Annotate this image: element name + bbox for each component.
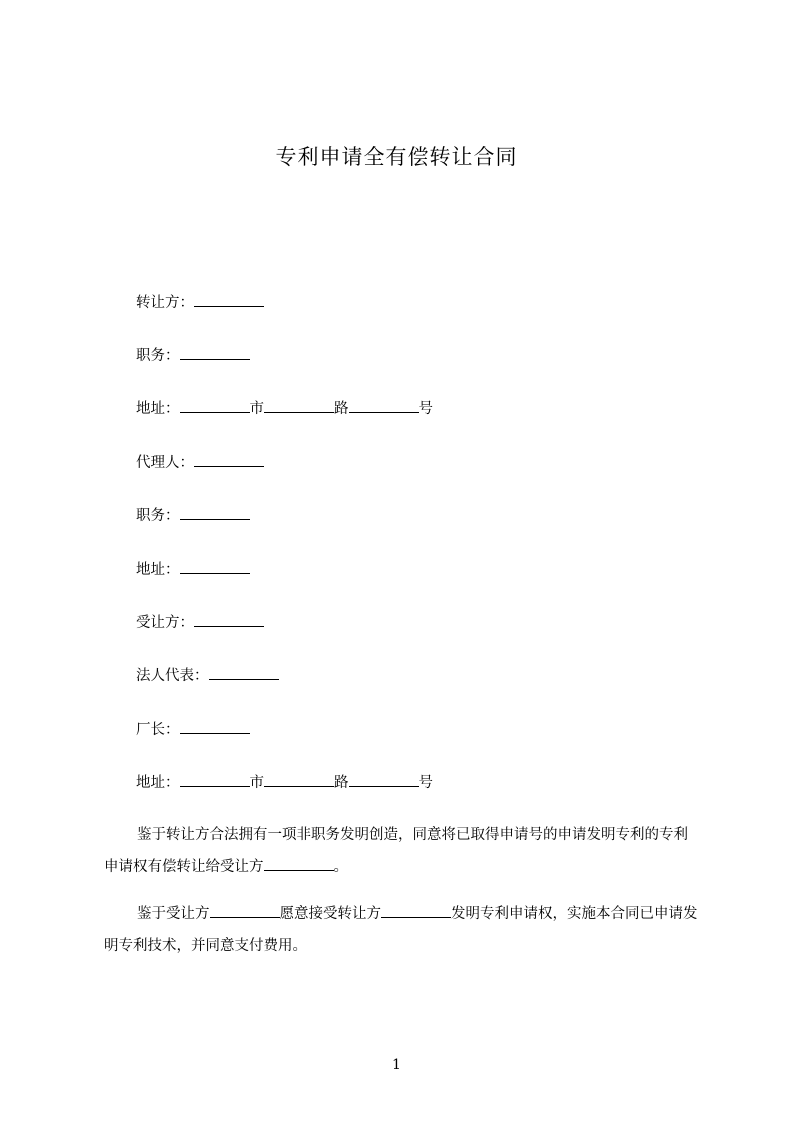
- transferee-label: 受让方：: [136, 615, 194, 631]
- transferor-label: 转让方：: [136, 295, 194, 311]
- transferee-number-blank: [349, 772, 419, 787]
- agent-blank: [194, 452, 264, 467]
- transferor-line: [136, 292, 264, 313]
- transferee-road-label: 路: [334, 775, 349, 791]
- paragraph-2-text-c: 发明专利申请权，实施本合同已申请发明专利技术，并同意支付费用。: [104, 906, 698, 954]
- paragraph-2-blank-a: [210, 903, 280, 918]
- transferor-city-blank: [180, 398, 250, 413]
- transferor-address-label: 地址：: [136, 401, 180, 417]
- agent-address-line: [136, 559, 250, 580]
- legal-rep-line: [136, 665, 279, 686]
- transferor-position-label: 职务：: [136, 348, 180, 364]
- transferor-road-label: 路: [334, 401, 349, 417]
- paragraph-2: [104, 898, 700, 962]
- transferee-city-blank: [180, 772, 250, 787]
- legal-rep-blank: [209, 665, 279, 680]
- transferor-position-blank: [180, 345, 250, 360]
- transferee-line: [136, 612, 264, 633]
- transferor-number-blank: [349, 398, 419, 413]
- agent-position-line: [136, 505, 250, 526]
- factory-director-label: 厂长：: [136, 722, 180, 738]
- transferee-city-label: 市: [249, 775, 264, 791]
- transferor-city-label: 市: [249, 401, 264, 417]
- factory-director-line: [136, 719, 250, 740]
- paragraph-2-text-b: 愿意接受转让方: [279, 906, 381, 922]
- page-number: 1: [392, 1057, 401, 1073]
- paragraph-1-blank: [264, 856, 334, 871]
- transferor-blank: [194, 292, 264, 307]
- paragraph-1-end: 。: [333, 859, 348, 875]
- transferor-address-line: [136, 398, 433, 419]
- agent-label: 代理人：: [136, 455, 194, 471]
- agent-position-label: 职务：: [136, 508, 180, 524]
- paragraph-2-blank-b: [381, 903, 451, 918]
- paragraph-1-text: 鉴于转让方合法拥有一项非职务发明创造，同意将已取得申请号的申请发明专利的专利申请权有偿转让给受让方: [104, 827, 688, 875]
- paragraph-1: [104, 819, 700, 883]
- transferor-road-blank: [264, 398, 334, 413]
- agent-address-label: 地址：: [136, 562, 180, 578]
- paragraph-2-text-a: 鉴于受让方: [137, 906, 210, 922]
- transferor-position-line: [136, 345, 250, 366]
- agent-line: [136, 452, 264, 473]
- transferor-number-label: 号: [418, 401, 433, 417]
- agent-position-blank: [180, 505, 250, 520]
- transferee-address-label: 地址：: [136, 775, 180, 791]
- transferee-address-line: [136, 772, 433, 793]
- page-title: 专利申请全有偿转让合同: [275, 145, 518, 169]
- legal-rep-label: 法人代表：: [136, 668, 209, 684]
- agent-address-blank: [180, 559, 250, 574]
- factory-director-blank: [180, 719, 250, 734]
- transferee-number-label: 号: [418, 775, 433, 791]
- transferee-blank: [194, 612, 264, 627]
- transferee-road-blank: [264, 772, 334, 787]
